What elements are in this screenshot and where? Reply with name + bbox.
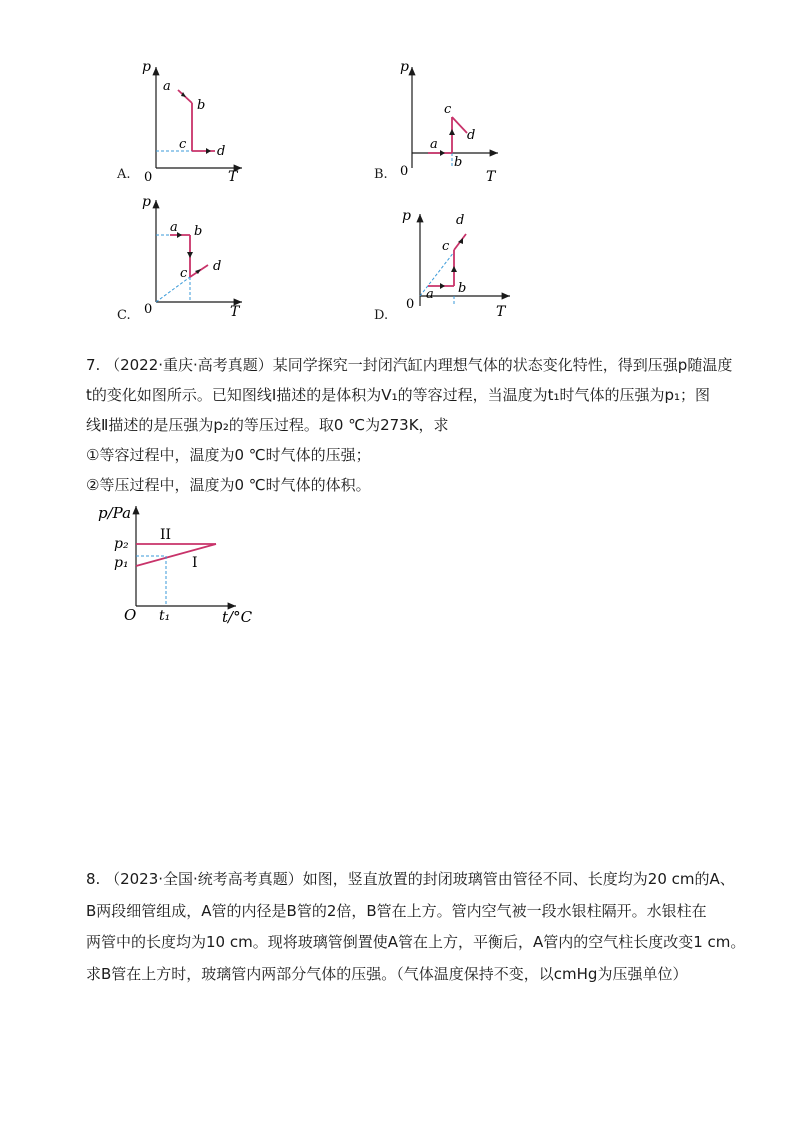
q7-line-1: 7. （2022·重庆·高考真题）某同学探究一封闭汽缸内理想气体的状态变化特性，得到压强p随温度	[86, 356, 733, 374]
origin-label: 0	[406, 297, 415, 312]
line-I-label: I	[192, 555, 198, 571]
option-d-label: D.	[374, 308, 389, 323]
q8-line-2: B两段细管组成，A管的内径是B管的2倍，B管在上方。管内空气被一段水银柱隔开。水银柱在	[86, 902, 707, 920]
p-label: p	[400, 59, 409, 75]
arrow-ab	[440, 283, 445, 289]
line-II-label: II	[160, 527, 172, 543]
a-label: a	[430, 137, 438, 152]
p-label: p	[142, 59, 151, 75]
q7-line-2: t的变化如图所示。已知图线Ⅰ描述的是体积为V₁的等容过程，当温度为t₁时气体的压强为p₁；图	[86, 386, 711, 404]
origin-label: 0	[144, 170, 153, 185]
d-label: d	[467, 128, 476, 143]
t1-label: t₁	[159, 608, 171, 624]
line-I	[136, 544, 216, 566]
origin-label: 0	[144, 302, 153, 317]
option-b-graph	[370, 55, 530, 190]
option-c-graph	[110, 192, 270, 322]
origin-label: O	[124, 606, 137, 624]
option-d-graph	[370, 200, 530, 325]
b-label: b	[454, 155, 463, 170]
p1-label: p₁	[114, 555, 129, 571]
p2-label: p₂	[114, 536, 129, 552]
p-label: p	[402, 208, 411, 224]
arrow-bc	[451, 266, 457, 272]
option-c-label: C.	[117, 308, 131, 323]
d-label: d	[456, 213, 465, 228]
p-label: p	[142, 194, 151, 210]
T-label: T	[496, 304, 506, 320]
q7-line-3: 线Ⅱ描述的是压强为p₂的等压过程。取0 ℃为273K，求	[86, 416, 449, 434]
q8-line-3: 两管中的长度均为10 cm。现将玻璃管倒置使A管在上方，平衡后，A管内的空气柱长度改变1 cm。	[86, 933, 746, 951]
q7-line-4: ①等容过程中，温度为0 ℃时气体的压强；	[86, 446, 371, 464]
c-label: c	[444, 102, 452, 117]
a-label: a	[163, 79, 171, 94]
q8-line-1: 8. （2023·全国·统考高考真题）如图，竖直放置的封闭玻璃管由管径不同、长度均为20 cm的A、	[86, 870, 735, 888]
c-label: c	[442, 239, 450, 254]
arrow-bc	[187, 252, 193, 258]
c-label: c	[180, 266, 188, 281]
d-label: d	[213, 259, 222, 274]
y-axis-label: p/Pa	[98, 504, 132, 522]
arrow-bc	[449, 129, 455, 135]
q8-line-4: 求B管在上方时，玻璃管内两部分气体的压强。（气体温度保持不变，以cmHg为压强单位）	[86, 965, 688, 983]
b-label: b	[458, 281, 467, 296]
curve-cd	[452, 117, 467, 133]
x-axis-label: t/°C	[222, 608, 253, 626]
option-b-label: B.	[374, 167, 388, 182]
b-label: b	[194, 224, 203, 239]
origin-label: 0	[400, 164, 409, 179]
T-label: T	[486, 169, 496, 185]
b-label: b	[197, 98, 206, 113]
c-label: c	[179, 137, 187, 152]
a-label: a	[426, 287, 434, 302]
T-label: T	[230, 304, 240, 320]
d-label: d	[217, 144, 226, 159]
q7-graph	[94, 500, 264, 630]
q7-line-5: ②等压过程中，温度为0 ℃时气体的体积。	[86, 476, 371, 494]
arrow-ab	[440, 150, 445, 156]
T-label: T	[228, 169, 238, 185]
option-a-graph	[110, 55, 270, 190]
arrow-cd	[206, 148, 211, 154]
option-a-label: A.	[117, 167, 131, 182]
a-label: a	[170, 220, 178, 235]
